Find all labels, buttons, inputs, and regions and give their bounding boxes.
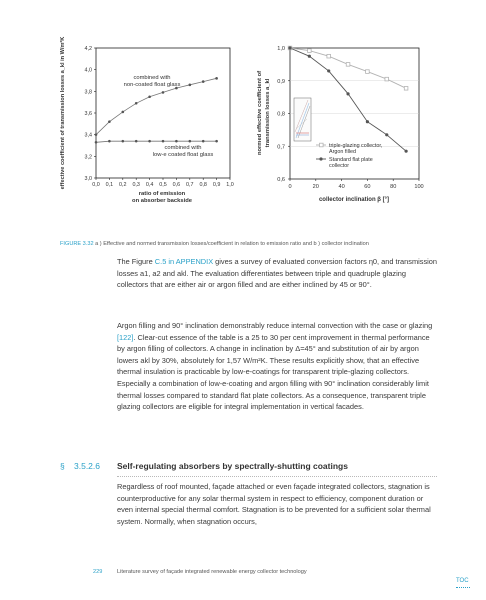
data-point <box>162 140 165 143</box>
annotation-non-coated-line1: combined with <box>133 75 171 81</box>
data-point <box>215 77 218 80</box>
y-tick-label: 3,6 <box>84 111 92 117</box>
toc-underline <box>456 587 470 588</box>
section-title: Self-regulating absorbers by spectrally-shutting coatings <box>117 461 348 471</box>
paragraph-text: Argon filling and 90° inclination demonstrably reduce internal convection with the case or glazing <box>117 321 433 330</box>
paragraph-stagnation <box>117 481 437 527</box>
x-tick-label: 0,6 <box>172 182 181 188</box>
x-tick-label: 0,2 <box>119 182 127 188</box>
y-axis-label-line1: normed effective coefficient of <box>257 70 263 156</box>
plot-frame <box>96 48 230 178</box>
data-point <box>346 92 349 95</box>
data-point <box>135 102 138 105</box>
x-tick-label: 0,8 <box>199 182 207 188</box>
appendix-link[interactable]: C.5 in APPENDIX <box>154 257 214 266</box>
data-point <box>327 69 330 72</box>
figure-caption-text: a ) Effective and normed transmission losses/coefficient in relation to emission ratio and b ) collector inclination <box>93 241 369 247</box>
annotation-low-e-line2: low-e coated float glass <box>152 152 214 158</box>
x-tick-label: 0,4 <box>145 182 154 188</box>
data-point <box>122 111 125 114</box>
x-axis-label-line2: on absorber backside <box>132 198 192 204</box>
data-point <box>189 84 192 87</box>
collector-inclination-inset-drawing <box>294 98 311 141</box>
figure-caption <box>60 241 480 247</box>
data-point <box>148 95 151 98</box>
running-footer: Literature survey of façade integrated renewable energy collector technology <box>117 569 307 575</box>
data-point <box>327 54 331 58</box>
annotation-low-e-line1: combined with <box>164 145 202 151</box>
x-tick-label: 100 <box>414 184 424 190</box>
figure-label: FIGURE 3.32 <box>60 241 94 247</box>
x-tick-label: 1,0 <box>226 182 234 188</box>
section-number: 3.5.2.6 <box>74 461 100 471</box>
data-point <box>385 77 389 81</box>
x-tick-label: 80 <box>390 184 397 190</box>
x-tick-label: 0,0 <box>92 182 100 188</box>
y-axis-label-line2: transmission losses a_kl <box>265 78 271 148</box>
data-point <box>108 120 111 123</box>
data-point <box>404 86 408 90</box>
y-tick-label: 0,8 <box>277 111 285 118</box>
y-axis-label: effective coefficient of transmission losses a_kl in W/m²K <box>60 36 66 190</box>
y-tick-label: 3,0 <box>84 176 92 182</box>
legend-label-triple-glazing-line1: triple-glazing collector, <box>329 143 383 149</box>
section-divider <box>117 476 437 477</box>
toc-link[interactable]: TOC <box>456 578 469 584</box>
data-point <box>385 133 388 136</box>
data-point <box>95 141 98 144</box>
y-tick-label: 1,0 <box>277 46 285 52</box>
data-point <box>95 133 98 136</box>
paragraph-text: The Figure <box>117 257 155 266</box>
chart-collector-inclination <box>250 0 486 210</box>
data-point <box>202 140 205 143</box>
legend-marker-square <box>320 143 324 147</box>
y-tick-label: 0,6 <box>277 177 285 183</box>
data-point <box>148 140 151 143</box>
y-tick-label: 3,4 <box>84 132 92 139</box>
data-point <box>405 150 408 153</box>
chart-emission-ratio <box>0 0 250 205</box>
x-axis-label-line1: ratio of emission <box>138 191 186 197</box>
data-point <box>288 46 291 49</box>
paragraph-argon-filling <box>117 320 437 413</box>
legend-label-standard-line2: collector <box>329 163 350 169</box>
x-axis-label: collector inclination β [°] <box>318 197 390 203</box>
data-point <box>162 91 165 94</box>
legend-label-triple-glazing-line2: Argon filled <box>329 149 356 155</box>
x-tick-label: 0,1 <box>105 182 114 188</box>
y-tick-label: 0,7 <box>277 144 285 151</box>
annotation-non-coated-line2: non-coated float glass <box>123 82 181 88</box>
page-number: 229 <box>93 569 103 575</box>
y-tick-label: 3,2 <box>84 154 92 161</box>
data-point <box>175 140 178 143</box>
data-point <box>108 140 111 143</box>
paragraph-survey <box>117 256 437 291</box>
x-tick-label: 0,9 <box>212 182 221 188</box>
x-tick-label: 0,3 <box>132 182 140 188</box>
data-point <box>135 140 138 143</box>
y-tick-label: 0,9 <box>277 78 285 85</box>
y-tick-label: 4,2 <box>84 46 92 52</box>
x-tick-label: 20 <box>312 184 319 190</box>
x-tick-label: 40 <box>338 184 345 190</box>
data-point <box>122 140 125 143</box>
x-tick-label: 0,7 <box>186 182 194 188</box>
data-point <box>308 49 312 53</box>
data-point <box>366 70 370 74</box>
x-tick-label: 60 <box>364 184 371 190</box>
legend-marker-dot <box>319 157 322 160</box>
data-point <box>202 80 205 83</box>
data-point <box>215 140 218 143</box>
legend-label-standard-line1: Standard flat plate <box>329 157 373 163</box>
data-point <box>346 63 350 67</box>
data-point <box>189 140 192 143</box>
y-tick-label: 3,8 <box>84 89 92 96</box>
paragraph-text: gives a survey of evaluated conversion factors η0, and transmission losses a1, a2 and akl. The evaluation differentiates between triple and quadruple glazing collectors that are either air or argon filled and are either inclined by 45 or 90°. <box>117 257 438 290</box>
paragraph-text: . Clear-cut essence of the table is a 25 to 30 per cent improvement in thermal performance by argon filling of collectors. A change in inclination by Δ=45° and substitution of air by argon lowers akl by 30%, absolutely for 1,57 W/m²K. These results explicitly show, that an effective thermal insulation is practicable by low-e-coatings for transparent triple-glazing collectors. Especially a combination of low-e-coating and argon filling with 90° inclination considerably limit thermal losses compared to standard flat plate collectors. As a consequence, transparent triple glazing collectors are eligible for integral implementation in vertical facades. <box>117 332 430 412</box>
data-point <box>366 120 369 123</box>
data-point <box>308 55 311 58</box>
section-symbol: § <box>60 461 65 471</box>
paragraph-text: Regardless of roof mounted, façade attached or even façade integrated collectors, stagnation is counterproductive for any solar thermal system in respect to efficiency, component duration or even internal special thermal comfort. Stagnation is to be prevented for a sufficient solar thermal system. Normally, when stagnation occurs, <box>117 482 431 526</box>
y-tick-label: 4,0 <box>84 67 92 74</box>
x-tick-label: 0,5 <box>159 182 167 188</box>
reference-link[interactable]: [122] <box>117 332 134 342</box>
x-tick-label: 0 <box>288 184 292 190</box>
